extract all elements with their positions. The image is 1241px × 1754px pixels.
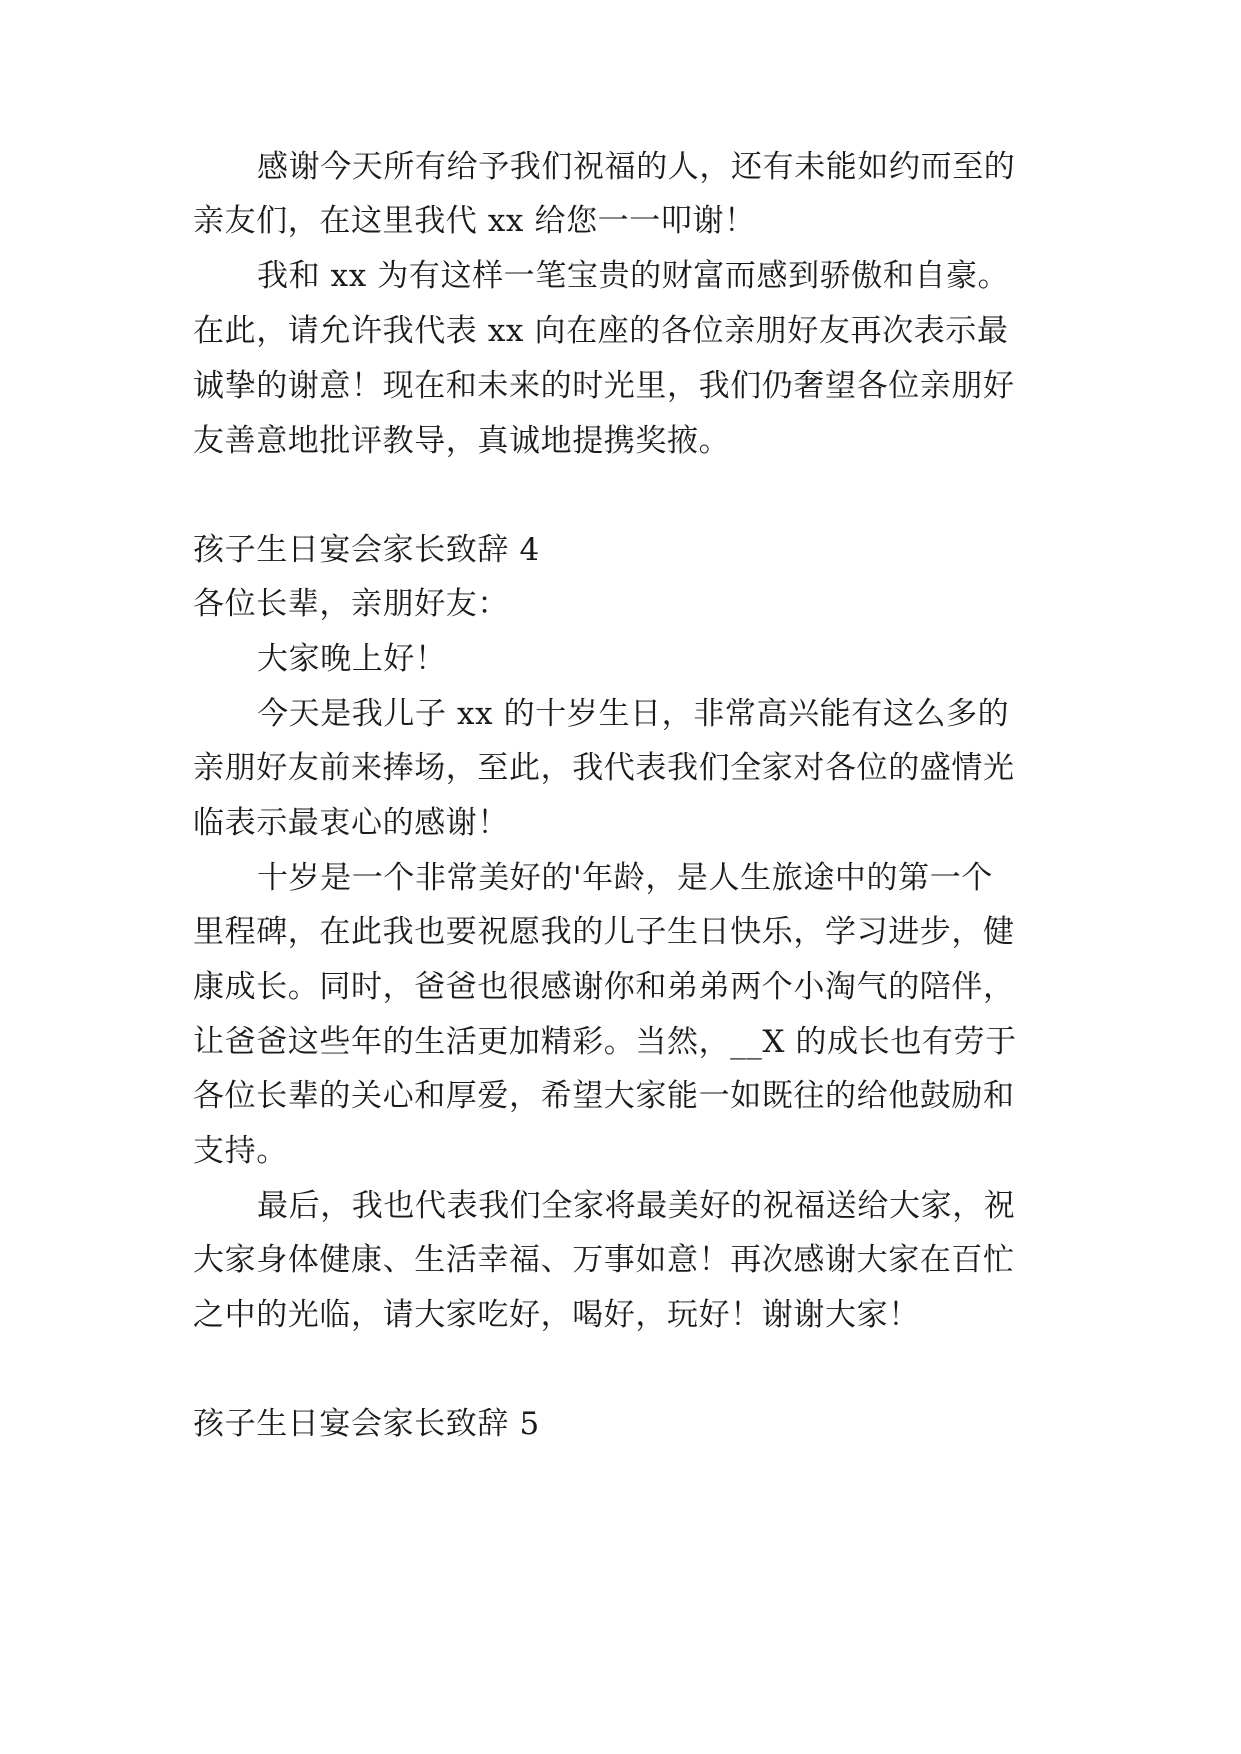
paragraph-line: 让爸爸这些年的生活更加精彩。当然，__X 的成长也有劳于 [193, 1024, 1017, 1060]
section-title: 孩子生日宴会家长致辞 4 [193, 532, 540, 568]
paragraph-line: 友善意地批评教导，真诚地提携奖掖。 [193, 423, 731, 459]
section-title: 孩子生日宴会家长致辞 5 [193, 1406, 540, 1442]
paragraph-line: 里程碑，在此我也要祝愿我的儿子生日快乐，学习进步，健 [193, 914, 1015, 950]
paragraph-line: 亲友们，在这里我代 xx 给您一一叩谢！ [193, 203, 756, 239]
paragraph-line: 之中的光临，请大家吃好，喝好，玩好！谢谢大家！ [193, 1297, 920, 1333]
paragraph-line: 康成长。同时，爸爸也很感谢你和弟弟两个小淘气的陪伴， [193, 969, 1015, 1005]
paragraph-line: 亲朋好友前来捧场，至此，我代表我们全家对各位的盛情光 [193, 750, 1015, 786]
greeting: 大家晚上好！ [257, 641, 447, 677]
paragraph-line: 诚挚的谢意！现在和未来的时光里，我们仍奢望各位亲朋好 [193, 368, 1015, 404]
salutation: 各位长辈，亲朋好友： [193, 586, 509, 622]
paragraph-line: 感谢今天所有给予我们祝福的人，还有未能如约而至的 [257, 149, 1016, 185]
paragraph-line: 大家身体健康、生活幸福、万事如意！再次感谢大家在百忙 [193, 1242, 1015, 1278]
paragraph-line: 最后，我也代表我们全家将最美好的祝福送给大家，祝 [257, 1188, 1016, 1224]
paragraph-line: 临表示最衷心的感谢！ [193, 805, 509, 841]
paragraph-line: 我和 xx 为有这样一笔宝贵的财富而感到骄傲和自豪。 [257, 258, 1010, 294]
paragraph-line: 支持。 [193, 1133, 288, 1169]
paragraph-line: 十岁是一个非常美好的'年龄，是人生旅途中的第一个 [257, 860, 993, 896]
paragraph-line: 今天是我儿子 xx 的十岁生日，非常高兴能有这么多的 [257, 696, 1010, 732]
paragraph-line: 各位长辈的关心和厚爱，希望大家能一如既往的给他鼓励和 [193, 1078, 1015, 1114]
paragraph-line: 在此，请允许我代表 xx 向在座的各位亲朋好友再次表示最 [193, 313, 1009, 349]
